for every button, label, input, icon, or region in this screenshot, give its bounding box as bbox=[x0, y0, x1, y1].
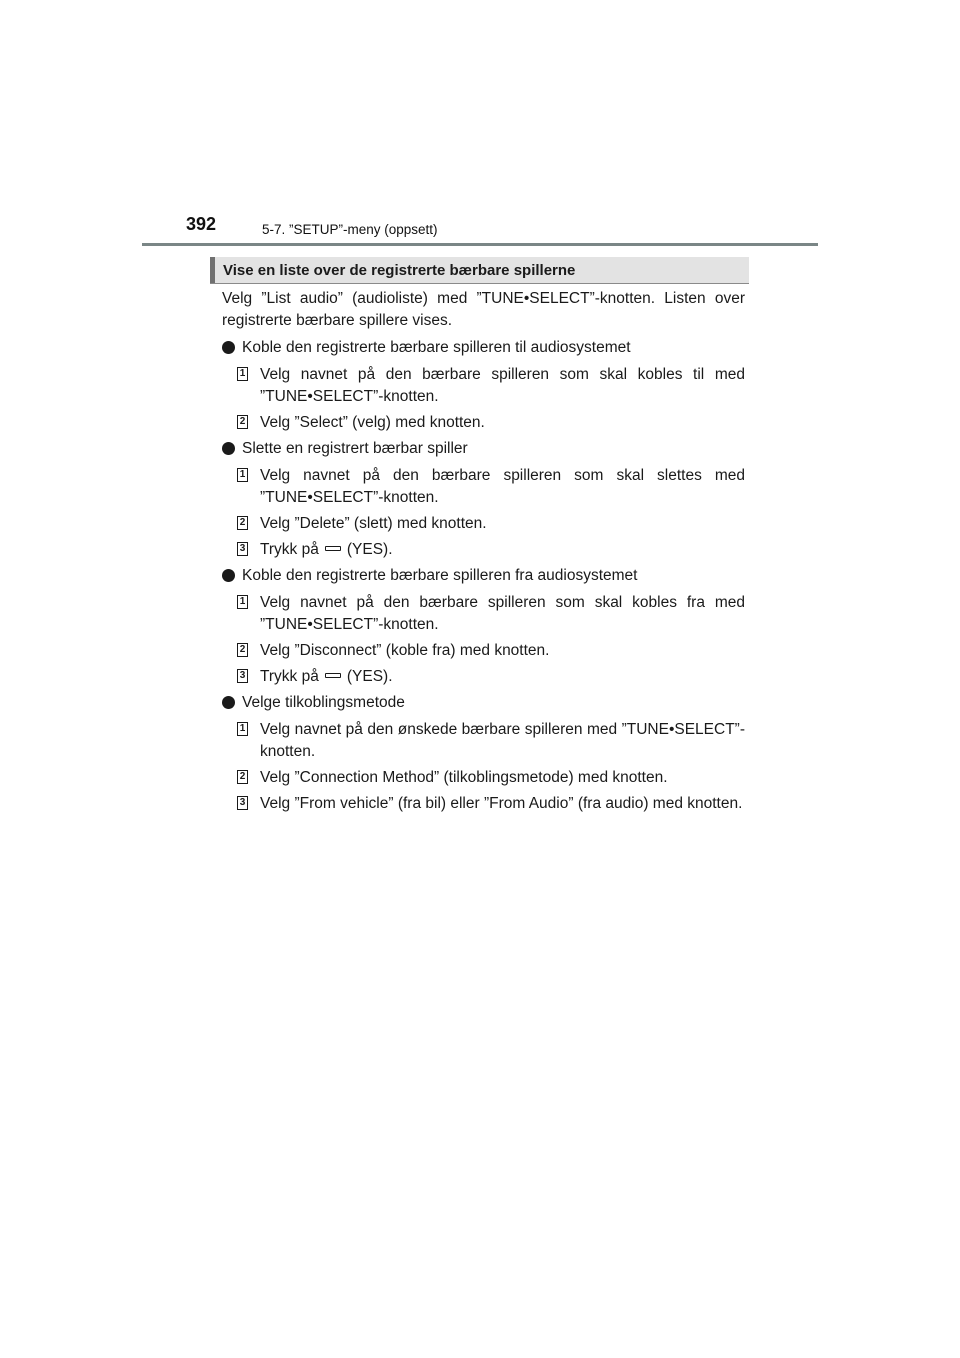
step-text: Velg ”Disconnect” (koble fra) med knotten. bbox=[260, 642, 550, 659]
step-text: Velg navnet på den bærbare spilleren som skal kobles til med ”TUNE•SELECT”-knotten. bbox=[260, 366, 745, 405]
instruction-groups bbox=[222, 337, 745, 815]
bullet-dot-icon bbox=[222, 442, 235, 455]
step-number-icon: 2 bbox=[237, 516, 248, 530]
step-number-icon: 3 bbox=[237, 669, 248, 683]
step-text: Trykk på bbox=[260, 668, 319, 685]
step-item bbox=[222, 640, 745, 662]
step-text: Velg navnet på den ønskede bærbare spilleren med ”TUNE•SELECT”-knotten. bbox=[260, 721, 745, 760]
intro-paragraph: Velg ”List audio” (audioliste) med ”TUNE•SELECT”-knotten. Listen over registrerte bærbare spillere vises. bbox=[222, 290, 745, 329]
step-number-icon: 2 bbox=[237, 415, 248, 429]
yes-button-icon bbox=[325, 546, 341, 551]
bullet-dot-icon bbox=[222, 696, 235, 709]
step-text: Velg ”From vehicle” (fra bil) eller ”From Audio” (fra audio) med knotten. bbox=[260, 795, 743, 812]
step-item bbox=[222, 767, 745, 789]
bullet-heading bbox=[222, 692, 745, 714]
bullet-dot-icon bbox=[222, 341, 235, 354]
step-number-icon: 3 bbox=[237, 796, 248, 810]
page-number: 392 bbox=[186, 214, 217, 234]
bullet-heading-text: Koble den registrerte bærbare spilleren til audiosystemet bbox=[242, 339, 631, 356]
bullet-heading-text: Slette en registrert bærbar spiller bbox=[242, 440, 468, 457]
step-number-icon: 1 bbox=[237, 468, 248, 482]
step-item bbox=[222, 719, 745, 763]
step-item bbox=[222, 592, 745, 636]
page-content bbox=[222, 288, 745, 819]
step-number-icon: 1 bbox=[237, 595, 248, 609]
yes-button-icon bbox=[325, 673, 341, 678]
step-text: Velg ”Delete” (slett) med knotten. bbox=[260, 515, 487, 532]
heading-accent-bar bbox=[210, 257, 215, 283]
step-item bbox=[222, 364, 745, 408]
section-heading bbox=[210, 257, 749, 284]
step-text: Velg ”Connection Method” (tilkoblingsmetode) med knotten. bbox=[260, 769, 668, 786]
step-text-suffix: (YES). bbox=[346, 541, 393, 558]
step-item bbox=[222, 465, 745, 509]
bullet-heading-text: Velge tilkoblingsmetode bbox=[242, 694, 405, 711]
step-item bbox=[222, 513, 745, 535]
step-number-icon: 3 bbox=[237, 542, 248, 556]
step-item bbox=[222, 793, 745, 815]
step-item bbox=[222, 539, 745, 561]
step-text-suffix: (YES). bbox=[346, 668, 393, 685]
bullet-dot-icon bbox=[222, 569, 235, 582]
step-number-icon: 2 bbox=[237, 770, 248, 784]
step-text: Velg navnet på den bærbare spilleren som skal kobles fra med ”TUNE•SELECT”-knotten. bbox=[260, 594, 745, 633]
step-number-icon: 1 bbox=[237, 722, 248, 736]
section-title: 5-7. ”SETUP”-meny (oppsett) bbox=[262, 222, 438, 237]
step-text: Velg ”Select” (velg) med knotten. bbox=[260, 414, 485, 431]
bullet-heading bbox=[222, 565, 745, 587]
bullet-heading-text: Koble den registrerte bærbare spilleren fra audiosystemet bbox=[242, 567, 638, 584]
header-divider bbox=[142, 243, 818, 246]
section-heading-text: Vise en liste over de registrerte bærbare spillerne bbox=[223, 262, 576, 279]
step-text: Trykk på bbox=[260, 541, 319, 558]
step-item bbox=[222, 666, 745, 688]
step-number-icon: 1 bbox=[237, 367, 248, 381]
bullet-heading bbox=[222, 337, 745, 359]
step-text: Velg navnet på den bærbare spilleren som skal slettes med ”TUNE•SELECT”-knotten. bbox=[260, 467, 745, 506]
step-item bbox=[222, 412, 745, 434]
bullet-heading bbox=[222, 438, 745, 460]
step-number-icon: 2 bbox=[237, 643, 248, 657]
